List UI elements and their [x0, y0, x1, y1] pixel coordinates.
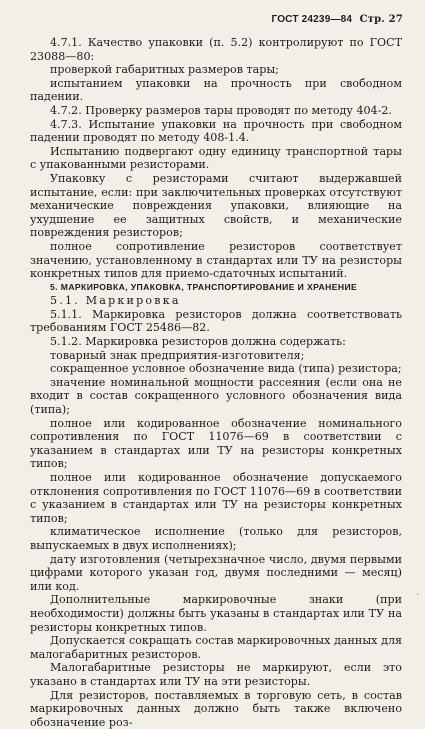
- paragraph: 4.7.2. Проверку размеров тары проводят по методу 404-2.: [30, 104, 402, 118]
- section-heading: 5. МАРКИРОВКА, УПАКОВКА, ТРАНСПОРТИРОВАНИЕ И ХРАНЕНИЕ: [30, 281, 402, 295]
- paragraph: полное сопротивление резисторов соответствует значению, установленному в стандартах или ТУ на резисторы конкретных типов для приемо-сдаточных испытаний.: [30, 240, 402, 281]
- standard-number: ГОСТ 24239—84: [271, 14, 352, 25]
- paragraph: 5.1.2. Маркировка резисторов должна содержать:: [30, 335, 402, 349]
- paragraph: Для резисторов, поставляемых в торговую сеть, в состав маркировочных данных должно быть также включено обозначение роз-: [30, 689, 402, 729]
- paragraph: проверкой габаритных размеров тары;: [30, 63, 402, 77]
- paragraph: полное или кодированное обозначение номинального сопротивления по ГОСТ 11076—69 в соответствии с указанием в стандартах или ТУ на резисторы конкретных типов;: [30, 417, 402, 471]
- paragraph: климатическое исполнение (только для резисторов, выпускаемых в двух исполнениях);: [30, 525, 402, 552]
- page-number: Стр. 27: [360, 14, 403, 25]
- paragraph: Малогабаритные резисторы не маркируют, если это указано в стандартах или ТУ на эти резисторы.: [30, 661, 402, 688]
- paragraph: Упаковку с резисторами считают выдержавшей испытание, если: при заключительных проверках отсутствуют механические повреждения упаковки, влияющие на ухудшение ее защитных свойств, и механические повреждения резисторов;: [30, 172, 402, 240]
- paragraph: полное или кодированное обозначение допускаемого отклонения сопротивления по ГОСТ 11076—69 в соответствии с указанием в стандартах или ТУ на резисторы конкретных типов;: [30, 471, 402, 525]
- paragraph: 5.1.1. Маркировка резисторов должна соответствовать требованиям ГОСТ 25486—82.: [30, 308, 402, 335]
- paragraph: дату изготовления (четырехзначное число, двумя первыми цифрами которого указан год, двумя последними — месяц) или код.: [30, 553, 402, 594]
- paragraph: товарный знак предприятия-изготовителя;: [30, 349, 402, 363]
- paragraph: Допускается сокращать состав маркировочных данных для малогабаритных резисторов.: [30, 634, 402, 661]
- paragraph: сокращенное условное обозначение вида (типа) резистора;: [30, 362, 402, 376]
- subsection-heading: 5.1. Маркировка: [30, 294, 402, 308]
- paragraph: Дополнительные маркировочные знаки (при необходимости) должны быть указаны в стандартах или ТУ на резисторы конкретных типов.: [30, 593, 402, 634]
- paragraph: испытанием упаковки на прочность при свободном падении.: [30, 77, 402, 104]
- paragraph: 4.7.1. Качество упаковки (п. 5.2) контролируют по ГОСТ 23088—80:: [30, 36, 402, 63]
- page-header: [271, 14, 403, 25]
- paragraph: 4.7.3. Испытание упаковки на прочность при свободном падении проводят по методу 408-1.4.: [30, 118, 402, 145]
- margin-mark: ·: [416, 590, 419, 599]
- paragraph: значение номинальной мощности рассеяния (если она не входит в состав сокращенного условного обозначения вида (типа);: [30, 376, 402, 417]
- document-body: [30, 36, 402, 729]
- paragraph: Испытанию подвергают одну единицу транспортной тары с упакованными резисторами.: [30, 145, 402, 172]
